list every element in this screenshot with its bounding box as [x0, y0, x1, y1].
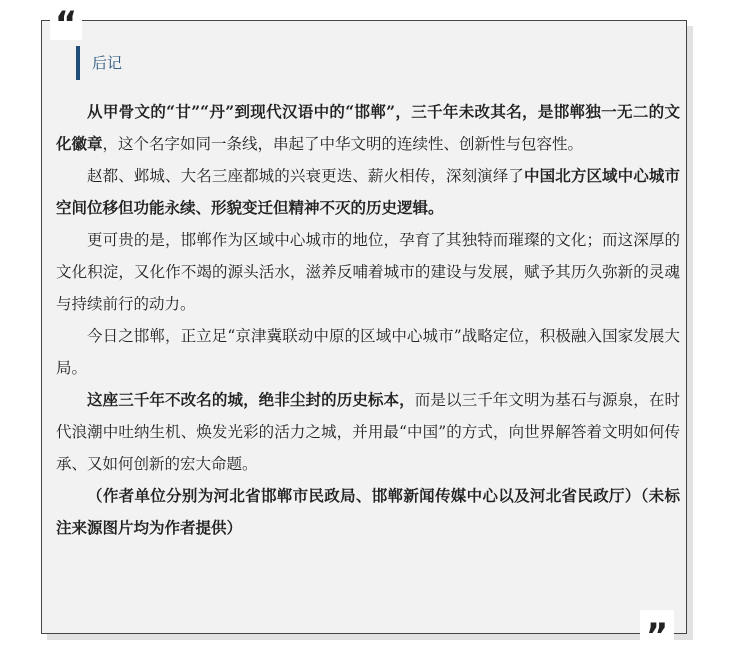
paragraph-bold-text: 从甲骨文的“甘”“丹”到现代汉语中的“邯郸”，三千年未改其名，是邯郸独一无二的文化徽章 [56, 102, 680, 153]
open-quote-icon: “ [50, 0, 82, 40]
author-note-text: （作者单位分别为河北省邯郸市民政局、邯郸新闻传媒中心以及河北省民政厅）（未标注来源图片均为作者提供） [56, 486, 680, 537]
paragraph-author-note [56, 480, 680, 544]
section-heading: 后记 [76, 46, 122, 80]
close-quote-icon: ” [640, 610, 674, 650]
paragraph [56, 224, 680, 320]
paragraph-text: ，这个名字如同一条线，串起了中华文明的连续性、创新性与包容性。 [102, 135, 584, 153]
paragraph [56, 320, 680, 384]
paragraph-text: 赵都、邺城、大名三座都城的兴衰更迭、薪火相传，深刻演绎了 [87, 167, 525, 185]
afterword-content [56, 96, 680, 544]
paragraph-text: 而是以三千年文明为基石与源泉，在时代浪潮中吐纳生机、焕发光彩的活力之城，并用最“中国”的方式，向世界解答着文明如何传承、又如何创新的宏大命题。 [56, 391, 680, 473]
paragraph [56, 160, 680, 224]
paragraph [56, 384, 680, 480]
paragraph-bold-text: 这座三千年不改名的城，绝非尘封的历史标本， [87, 390, 415, 409]
paragraph-text: 更可贵的是，邯郸作为区域中心城市的地位，孕育了其独特而璀璨的文化；而这深厚的文化积淀，又化作不竭的源头活水，滋养反哺着城市的建设与发展，赋予其历久弥新的灵魂与持续前行的动力。 [56, 231, 680, 313]
paragraph-text: 今日之邯郸，正立足“京津冀联动中原的区域中心城市”战略定位，积极融入国家发展大局。 [56, 327, 680, 377]
paragraph-bold-text: 中国北方区域中心城市空间位移但功能永续、形貌变迁但精神不灭的历史逻辑。 [56, 166, 680, 217]
paragraph [56, 96, 680, 160]
